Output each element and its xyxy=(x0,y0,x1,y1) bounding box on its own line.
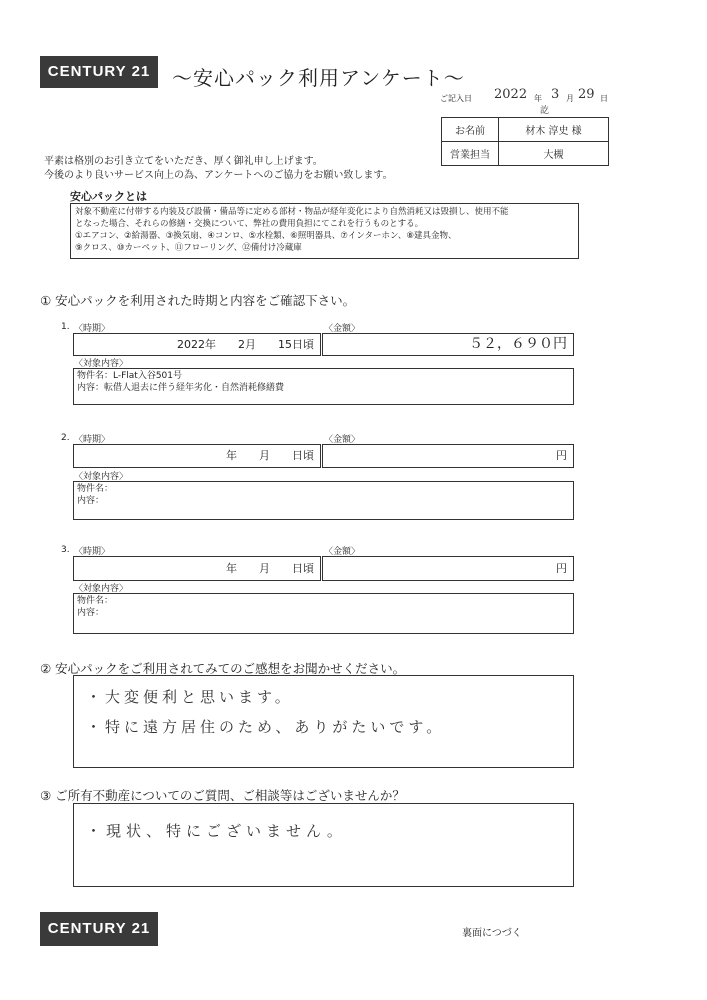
entry-2-property-line: 物件名： xyxy=(77,484,114,494)
century21-logo: CENTURY 21 xyxy=(40,56,158,88)
pack-line-3: ①エアコン、②給湯器、③換気扇、④コンロ、⑤水栓類、⑥照明器具、⑦インターホン、⑧建具金物、 xyxy=(75,231,457,241)
question-field[interactable] xyxy=(73,803,574,887)
pack-line-1: 対象不動産に付帯する内装及び設備・備品等に定める部材・物品が経年変化により自然消耗又は毀損し、使用不能 xyxy=(75,207,509,217)
staff-row xyxy=(442,142,609,166)
entry-3-content-line: 内容： xyxy=(77,608,105,618)
customer-info-table xyxy=(441,117,609,166)
entry-3-amount-field[interactable] xyxy=(322,556,574,581)
entry-3-target-field[interactable] xyxy=(73,593,574,634)
impression-answer-2: ・特に遠方居住のため、ありがたいです。 xyxy=(86,718,446,736)
name-value: 材木 淳史 様 xyxy=(499,118,609,142)
entry-1-content-line: 内容：転借人退去に伴う経年劣化・自然消耗修繕費 xyxy=(77,383,285,393)
entry-3-number: 3. xyxy=(61,545,70,555)
date-day: 29 xyxy=(578,87,595,102)
entry-2-period-label: 〈時期〉 xyxy=(74,435,111,445)
entry-1-number: 1. xyxy=(61,322,70,332)
entry-1-property-line: 物件名：L-Flat入谷501号 xyxy=(77,371,183,381)
name-label: お名前 xyxy=(442,118,499,142)
impression-answer-1: ・大変便利と思います。 xyxy=(86,688,294,706)
date-year: 2022 xyxy=(494,87,528,102)
entry-2-period-value: 年 月 日頃 xyxy=(226,449,314,462)
entry-1-target-label: 〈対象内容〉 xyxy=(74,359,129,369)
staff-label: 営業担当 xyxy=(442,142,499,166)
date-note: 訖 xyxy=(540,106,550,116)
century21-footer-logo: CENTURY 21 xyxy=(40,912,158,946)
entry-1-period-label: 〈時期〉 xyxy=(74,324,111,334)
impression-field[interactable] xyxy=(73,675,574,768)
pack-line-2: となった場合、それらの修繕・交換について、弊社の費用負担にてこれを行うものとする。 xyxy=(75,219,424,229)
entry-1-period-value: 2022年 2月 15日頃 xyxy=(177,338,314,351)
section2-heading: ② 安心パックをご利用されてみてのご感想をお聞かせください。 xyxy=(40,661,406,676)
entry-3-period-field[interactable] xyxy=(73,556,321,581)
greeting-line-2: 今後のより良いサービス向上の為、アンケートへのご協力をお願い致します。 xyxy=(44,170,393,181)
section3-heading: ③ ご所有不動産についてのご質問、ご相談等はございませんか？ xyxy=(40,788,405,803)
entry-3-period-value: 年 月 日頃 xyxy=(226,562,314,575)
staff-value: 大槻 xyxy=(499,142,609,166)
day-unit: 日 xyxy=(600,94,608,103)
greeting-line-1: 平素は格別のお引き立てをいただき、厚く御礼申し上げます。 xyxy=(44,156,323,167)
entry-2-amount-field[interactable] xyxy=(322,444,574,468)
entry-1-amount-value: ５２，６９０円 xyxy=(469,336,567,352)
entry-2-period-field[interactable] xyxy=(73,444,321,468)
month-unit: 月 xyxy=(566,94,574,103)
entry-3-amount-label: 〈金額〉 xyxy=(324,547,361,557)
continue-note: 裏面につづく xyxy=(462,928,522,939)
entry-1-amount-label: 〈金額〉 xyxy=(324,324,361,334)
section1-heading: ① 安心パックを利用された時期と内容をご確認下さい。 xyxy=(40,293,356,308)
entry-3-amount-value: 円 xyxy=(556,562,567,575)
entry-1-period-field[interactable] xyxy=(73,333,321,356)
pack-description-box xyxy=(70,203,579,259)
entry-3-property-line: 物件名： xyxy=(77,596,114,606)
question-answer-1: ・現状、特にございません。 xyxy=(86,822,347,840)
entry-3-period-label: 〈時期〉 xyxy=(74,547,111,557)
pack-line-4: ⑨クロス、⑩カーペット、⑪フローリング、⑫備付け冷蔵庫 xyxy=(75,243,302,253)
entry-2-amount-label: 〈金額〉 xyxy=(324,435,361,445)
entry-2-content-line: 内容： xyxy=(77,496,105,506)
date-month: 3 xyxy=(551,87,560,102)
entry-1-target-field[interactable] xyxy=(73,368,574,405)
year-unit: 年 xyxy=(534,94,542,103)
entry-2-number: 2. xyxy=(61,433,70,443)
entry-3-target-label: 〈対象内容〉 xyxy=(74,584,129,594)
entry-2-target-label: 〈対象内容〉 xyxy=(74,472,129,482)
date-label: ご記入日 xyxy=(440,94,472,103)
entry-2-amount-value: 円 xyxy=(556,449,567,462)
name-row xyxy=(442,118,609,142)
entry-1-amount-field[interactable] xyxy=(322,333,574,356)
page-title: 〜安心パック利用アンケート〜 xyxy=(172,66,465,90)
pack-heading: 安心パックとは xyxy=(70,190,147,203)
entry-2-target-field[interactable] xyxy=(73,481,574,520)
